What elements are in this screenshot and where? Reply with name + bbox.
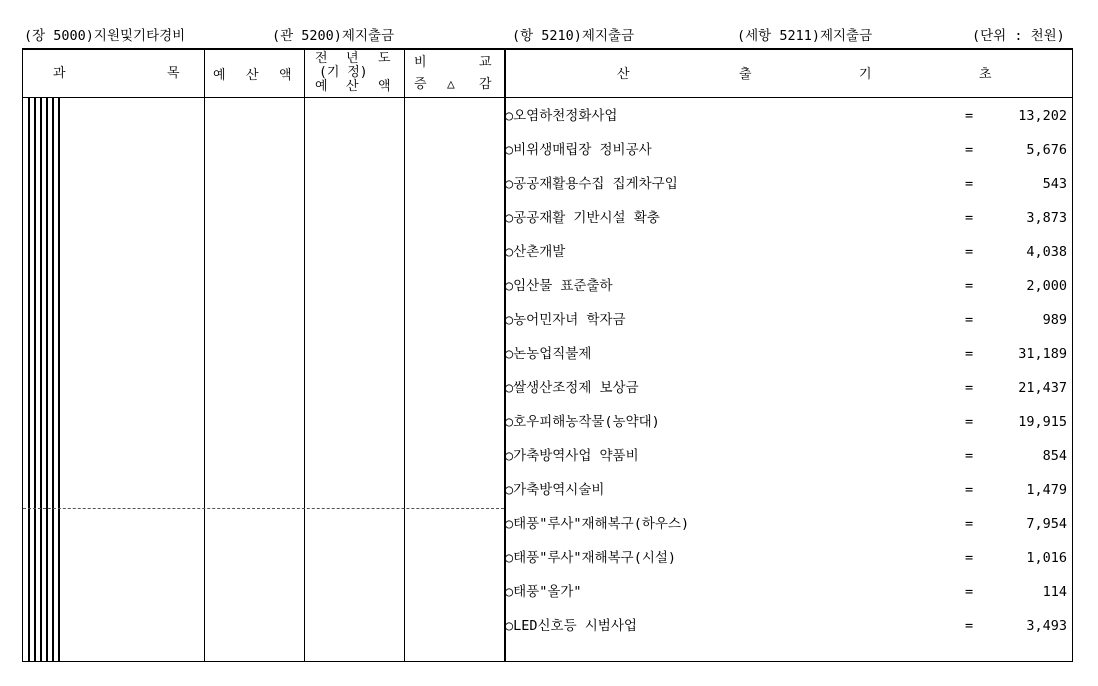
list-item (505, 514, 1067, 534)
item-amount: 1,016 (1026, 550, 1067, 566)
header-prev-2: (기 정) (319, 65, 368, 80)
item-amount: 989 (1042, 312, 1067, 328)
subject-tree-line (40, 98, 42, 661)
header-budget-1: 예 (213, 68, 226, 83)
item-name: ○논농업직불제 (505, 346, 592, 362)
list-item (505, 242, 1067, 262)
item-name: ○공공재활 기반시설 확충 (505, 210, 660, 226)
item-amount: 854 (1042, 448, 1067, 464)
list-item (505, 140, 1067, 160)
header-basis-4: 초 (979, 67, 992, 82)
unit-label: (단위 : 천원) (972, 28, 1065, 44)
header-prev-3b: 산 (346, 79, 359, 94)
header-prev-1c: 도 (378, 51, 391, 66)
equals-sign: = (965, 516, 974, 532)
gwan-label: (관 5200)제지출금 (272, 28, 395, 44)
list-item (505, 276, 1067, 296)
header-prev-3c: 액 (378, 79, 391, 94)
equals-sign: = (965, 176, 974, 192)
header-prev-1b: 년 (346, 51, 359, 66)
list-item (505, 446, 1067, 466)
item-amount: 13,202 (1018, 108, 1067, 124)
item-amount: 21,437 (1018, 380, 1067, 396)
header-basis-3: 기 (859, 67, 872, 82)
item-amount: 2,000 (1026, 278, 1067, 294)
header-compare-1a: 비 (414, 55, 427, 70)
header-divider (23, 97, 1072, 98)
list-item (505, 412, 1067, 432)
item-name: ○LED신호등 시범사업 (505, 618, 637, 634)
equals-sign: = (965, 312, 974, 328)
list-item (505, 548, 1067, 568)
equals-sign: = (965, 142, 974, 158)
column-divider (204, 50, 205, 661)
item-name: ○태풍"올가" (505, 584, 582, 600)
item-amount: 114 (1042, 584, 1067, 600)
jang-label: (장 5000)지원및기타경비 (24, 28, 186, 44)
equals-sign: = (965, 550, 974, 566)
header-compare-2a: 증 (414, 77, 427, 92)
header-budget-2: 산 (246, 68, 259, 83)
list-item (505, 480, 1067, 500)
header-compare-1b: 교 (479, 55, 492, 70)
list-item (505, 208, 1067, 228)
budget-table (22, 48, 1073, 662)
item-amount: 7,954 (1026, 516, 1067, 532)
item-name: ○가축방역사업 약품비 (505, 448, 639, 464)
item-name: ○오염하천정화사업 (505, 108, 618, 124)
equals-sign: = (965, 210, 974, 226)
hang-label: (항 5210)제지출금 (512, 28, 635, 44)
subject-tree-line (34, 98, 36, 661)
header-subject-2: 목 (167, 66, 180, 81)
header-compare-2c: 감 (479, 77, 492, 92)
item-name: ○임산물 표준출하 (505, 278, 613, 294)
item-amount: 1,479 (1026, 482, 1067, 498)
equals-sign: = (965, 108, 974, 124)
list-item (505, 378, 1067, 398)
equals-sign: = (965, 278, 974, 294)
column-divider (304, 50, 305, 661)
equals-sign: = (965, 618, 974, 634)
subject-tree-line (58, 98, 60, 661)
item-name: ○농어민자녀 학자금 (505, 312, 626, 328)
header-subject-1: 과 (53, 66, 66, 81)
header-prev-1a: 전 (315, 51, 328, 66)
item-amount: 31,189 (1018, 346, 1067, 362)
subject-tree-line (52, 98, 54, 661)
item-name: ○태풍"루사"재해복구(하우스) (505, 516, 690, 532)
equals-sign: = (965, 414, 974, 430)
item-name: ○산촌개발 (505, 244, 566, 260)
list-item (505, 106, 1067, 126)
equals-sign: = (965, 346, 974, 362)
item-amount: 543 (1042, 176, 1067, 192)
item-amount: 3,493 (1026, 618, 1067, 634)
item-name: ○호우피해농작물(농약대) (505, 414, 660, 430)
header-budget-3: 액 (279, 68, 292, 83)
subject-tree-line (46, 98, 48, 661)
list-item (505, 310, 1067, 330)
equals-sign: = (965, 244, 974, 260)
list-item (505, 616, 1067, 636)
equals-sign: = (965, 380, 974, 396)
header-basis-2: 출 (739, 67, 752, 82)
header-basis-1: 산 (617, 67, 630, 82)
sehang-label: (세항 5211)제지출금 (737, 28, 873, 44)
page-break-line (23, 508, 504, 509)
item-name: ○가축방역시술비 (505, 482, 605, 498)
list-item (505, 344, 1067, 364)
column-divider (404, 50, 405, 661)
item-name: ○공공재활용수집 집게차구입 (505, 176, 678, 192)
list-item (505, 174, 1067, 194)
item-name: ○쌀생산조정제 보상금 (505, 380, 639, 396)
item-name: ○태풍"루사"재해복구(시설) (505, 550, 677, 566)
list-item (505, 582, 1067, 602)
item-name: ○비위생매립장 정비공사 (505, 142, 652, 158)
subject-tree-line (28, 98, 30, 661)
equals-sign: = (965, 584, 974, 600)
item-amount: 3,873 (1026, 210, 1067, 226)
header-prev-3a: 예 (315, 79, 328, 94)
header-compare-2b: △ (447, 77, 455, 92)
equals-sign: = (965, 482, 974, 498)
item-amount: 19,915 (1018, 414, 1067, 430)
item-amount: 4,038 (1026, 244, 1067, 260)
item-amount: 5,676 (1026, 142, 1067, 158)
equals-sign: = (965, 448, 974, 464)
